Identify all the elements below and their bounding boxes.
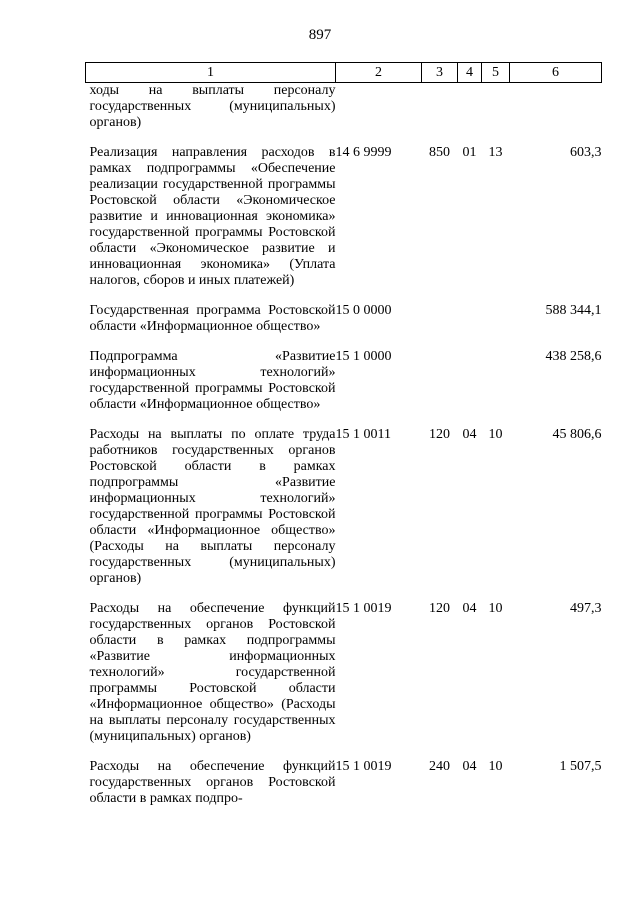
table-row xyxy=(86,303,602,349)
row-rz: 04 xyxy=(462,601,477,616)
row-sum: 603,3 xyxy=(570,145,602,160)
row-rz: 01 xyxy=(462,145,477,160)
row-pr: 10 xyxy=(488,759,503,774)
row-vr: 850 xyxy=(429,145,450,160)
row-sum: 45 806,6 xyxy=(552,427,602,442)
row-rz xyxy=(458,349,482,427)
row-vr xyxy=(422,83,458,146)
row-description: Расходы на выплаты по оплате труда работников государственных органов Ростовской области в рамках подпрограммы «Развитие информационных технологий» государственной программы Ростовской области «Информационное общество» (Расходы на выплаты персоналу государственных (муниципальных) органов) xyxy=(89,427,336,586)
budget-table xyxy=(85,62,602,821)
row-description: ходы на выплаты персоналу государственных (муниципальных) органов) xyxy=(89,83,336,130)
row-pr xyxy=(482,349,510,427)
table-row xyxy=(86,145,602,303)
table-row xyxy=(86,759,602,821)
header-col-4: 4 xyxy=(458,63,482,83)
row-vr: 120 xyxy=(429,601,450,616)
row-code xyxy=(336,83,422,146)
header-col-5: 5 xyxy=(482,63,510,83)
row-pr xyxy=(482,303,510,349)
header-col-6: 6 xyxy=(510,63,602,83)
page-number: 897 xyxy=(308,27,332,43)
row-code: 15 1 0011 xyxy=(335,427,391,442)
row-description: Государственная программа Ростовской области «Информационное общество» xyxy=(89,303,336,334)
row-rz xyxy=(458,83,482,146)
row-code: 15 1 0019 xyxy=(335,601,392,616)
row-rz: 04 xyxy=(462,759,477,774)
row-vr: 120 xyxy=(429,427,450,442)
header-col-3: 3 xyxy=(422,63,458,83)
row-pr: 10 xyxy=(488,601,503,616)
table-row xyxy=(86,349,602,427)
row-pr: 10 xyxy=(488,427,503,442)
row-vr xyxy=(422,349,458,427)
row-vr: 240 xyxy=(429,759,450,774)
row-sum xyxy=(510,83,602,146)
row-rz: 04 xyxy=(462,427,477,442)
row-description: Реализация направления расходов в рамках подпрограммы «Обеспечение реализации государственной программы Ростовской области «Экономическое развитие и инновационная экономика» государственной программы Ростовской области «Экономическое развитие и инновационная экономика» (Уплата налогов, сборов и иных платежей) xyxy=(89,145,336,288)
row-pr: 13 xyxy=(488,145,503,160)
row-pr xyxy=(482,83,510,146)
row-sum: 588 344,1 xyxy=(545,303,602,318)
row-description: Расходы на обеспечение функций государственных органов Ростовской области в рамках подпро- xyxy=(89,759,336,806)
table-row xyxy=(86,83,602,146)
header-col-2: 2 xyxy=(336,63,422,83)
table-row xyxy=(86,427,602,601)
row-sum: 438 258,6 xyxy=(545,349,602,364)
row-code: 15 1 0019 xyxy=(335,759,392,774)
table-row xyxy=(86,601,602,759)
table-header-row xyxy=(86,63,602,83)
row-vr xyxy=(422,303,458,349)
row-code: 14 6 9999 xyxy=(335,145,392,160)
row-code: 15 0 0000 xyxy=(335,303,392,318)
row-description: Расходы на обеспечение функций государственных органов Ростовской области в рамках подпрограммы «Развитие информационных технологий» государственной программы Ростовской области «Информационное общество» (Расходы на выплаты персоналу государственных (муниципальных) органов) xyxy=(89,601,336,744)
row-description: Подпрограмма «Развитие информационных технологий» государственной программы Ростовской области «Информационное общество» xyxy=(89,349,336,412)
row-sum: 497,3 xyxy=(570,601,602,616)
row-code: 15 1 0000 xyxy=(335,349,392,364)
row-sum: 1 507,5 xyxy=(559,759,602,774)
header-col-1: 1 xyxy=(86,63,336,83)
row-rz xyxy=(458,303,482,349)
